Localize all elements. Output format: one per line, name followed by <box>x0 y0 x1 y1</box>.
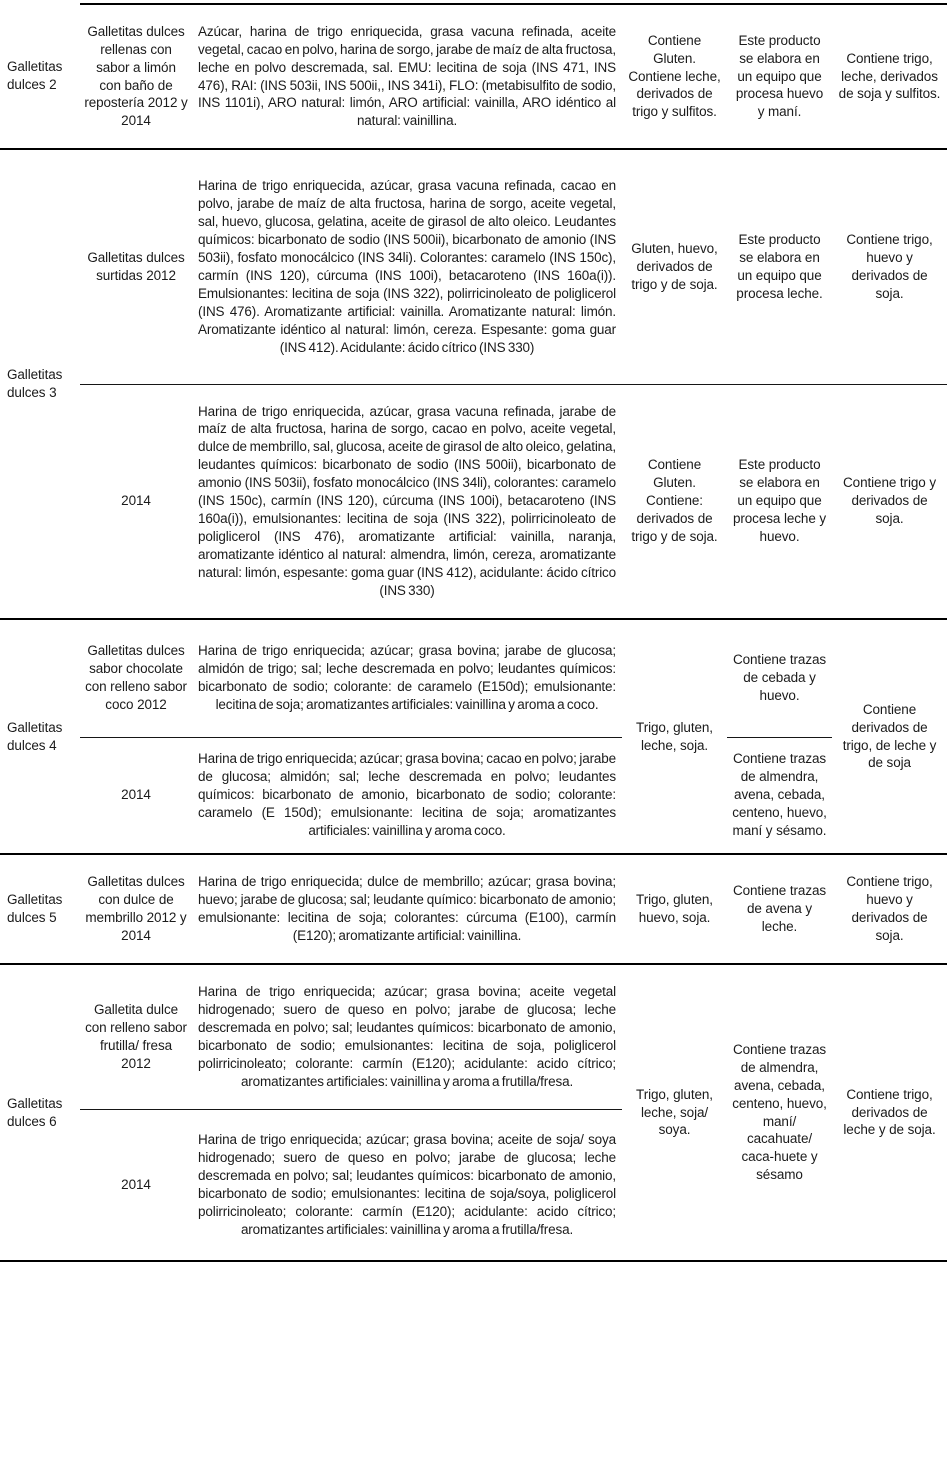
table-row <box>0 737 947 854</box>
facility-cell: Contiene trazas de almendra, avena, cebada, centeno, huevo, maní y sésamo. <box>727 737 832 854</box>
derivatives-cell: Contiene trigo, derivados de leche y de soja. <box>832 964 947 1261</box>
ingredients-cell: Harina de trigo enriquecida; dulce de membrillo; azúcar; grasa bovina; huevo; jarabe de glucosa; sal; leudante químico: bicarbonato de amonio; emulsionante: lecitina de soja; colorantes: cúrcuma (E100), carmín (E120); aromatizante artificial: vainillina. <box>192 854 622 964</box>
allergen-cell: Trigo, gluten, huevo, soja. <box>622 854 727 964</box>
allergen-cell: Trigo, gluten, leche, soja/ soya. <box>622 964 727 1261</box>
derivatives-cell: Contiene trigo, huevo y derivados de soja. <box>832 854 947 964</box>
derivatives-cell: Contiene trigo y derivados de soja. <box>832 384 947 619</box>
variant-cell: 2014 <box>80 384 192 619</box>
ingredients-cell: Harina de trigo enriquecida; azúcar; grasa bovina; cacao en polvo; jarabe de glucosa; almidón; sal; leche descremada en polvo; leudantes químicos: bicarbonato de amonio, bicarbonato de sodio; colorante: caramelo (E 150d); emulsionante: lecitina de soja; aromatizantes artificiales: vainillina y aroma coco. <box>192 737 622 854</box>
allergen-cell: Contiene Gluten. Contiene: derivados de trigo y de soja. <box>622 384 727 619</box>
facility-cell: Este producto se elabora en un equipo que procesa leche. <box>727 149 832 384</box>
table-row <box>0 854 947 964</box>
ingredients-cell: Harina de trigo enriquecida, azúcar, grasa vacuna refinada, cacao en polvo, jarabe de maíz de alta fructosa, harina de sorgo, aceite vegetal, sal, huevo, glucosa, gelatina, aceite de girasol de alto oleico. Leudantes químicos: bicarbonato de sodio (INS 500ii), bicarbonato de amonio (INS 503ii), fosfato monocálcico (INS 34li). Colorantes: caramelo (INS 150c), carmín (INS 120), cúrcuma (INS 100i), betacaroteno (INS 160a(i)). Emulsionantes: lecitina de soja (INS 322), polirricinoleato de poliglicerol (INS 476). Aromatizante artificial: vainilla. Aromatizante natural: limón. Aromatizante idéntico al natural: limón, cereza. Espesante: goma guar (INS 412). Acidulante: ácido cítrico (INS 330) <box>192 149 622 384</box>
product-cell: Galletitas dulces 4 <box>0 619 80 854</box>
table-row <box>0 149 947 384</box>
table-row <box>0 384 947 619</box>
allergen-cell: Contiene Gluten. Contiene leche, derivados de trigo y sulfitos. <box>622 4 727 149</box>
variant-cell: 2014 <box>80 737 192 854</box>
variant-cell: Galletitas dulces surtidas 2012 <box>80 149 192 384</box>
variant-cell: Galletitas dulces sabor chocolate con relleno sabor coco 2012 <box>80 619 192 737</box>
table-row <box>0 4 947 149</box>
allergen-table <box>0 3 947 1262</box>
derivatives-cell: Contiene derivados de trigo, de leche y de soja <box>832 619 947 854</box>
product-cell: Galletitas dulces 5 <box>0 854 80 964</box>
derivatives-cell: Contiene trigo, leche, derivados de soja y sulfitos. <box>832 4 947 149</box>
facility-cell: Contiene trazas de almendra, avena, cebada, centeno, huevo, maní/ cacahuate/ caca-huete y sésamo <box>727 964 832 1261</box>
variant-cell: Galletitas dulces rellenas con sabor a limón con baño de repostería 2012 y 2014 <box>80 4 192 149</box>
table-row <box>0 964 947 1109</box>
product-cell: Galletitas dulces 6 <box>0 964 80 1261</box>
facility-cell: Contiene trazas de cebada y huevo. <box>727 619 832 737</box>
facility-cell: Contiene trazas de avena y leche. <box>727 854 832 964</box>
table-row <box>0 619 947 737</box>
variant-cell: 2014 <box>80 1109 192 1261</box>
ingredients-cell: Harina de trigo enriquecida, azúcar, grasa vacuna refinada, jarabe de maíz de alta fructosa, harina de sorgo, cacao en polvo, aceite vegetal, dulce de membrillo, sal, glucosa, aceite de girasol de alto oleico, gelatina, leudantes químicos: bicarbonato de sodio (INS 500ii), bicarbonato de amonio (INS 503ii), fosfato monocálcico (INS 34li), colorantes: caramelo (INS 150c), carmín (INS 120), cúrcuma (INS 100i), betacaroteno (INS 160a(i)), emulsionantes: lecitina de soja (INS 322), polirricinoleato de poliglicerol (INS 476), aromatizante artificial: vainilla, naranja, aromatizante idéntico al natural: almendra, limón, cereza, aromatizante natural: limón, espesante: goma guar (INS 412), acidulante: ácido cítrico (INS 330) <box>192 384 622 619</box>
product-cell: Galletitas dulces 3 <box>0 149 80 619</box>
variant-cell: Galletitas dulces con dulce de membrillo 2012 y 2014 <box>80 854 192 964</box>
derivatives-cell: Contiene trigo, huevo y derivados de soja. <box>832 149 947 384</box>
variant-cell: Galletita dulce con relleno sabor frutilla/ fresa 2012 <box>80 964 192 1109</box>
ingredients-cell: Harina de trigo enriquecida; azúcar; grasa bovina; aceite vegetal hidrogenado; suero de queso en polvo; jarabe de glucosa; leche descremada en polvo; sal; leudantes químicos: bicarbonato de amonio, bicarbonato de sodio; emulsionantes: lecitina de soja, poliglicerol polirricinoleato; colorante: carmín (E120); acidulante: acido cítrico; aromatizantes artificiales: vainillina y aroma a frutilla/fresa. <box>192 964 622 1109</box>
facility-cell: Este producto se elabora en un equipo que procesa huevo y maní. <box>727 4 832 149</box>
allergen-table-body <box>0 4 947 1261</box>
ingredients-cell: Harina de trigo enriquecida; azúcar; grasa bovina; aceite de soja/ soya hidrogenado; suero de queso en polvo; jarabe de glucosa; leche descremada en polvo; sal; leudantes químicos: bicarbonato de amonio, bicarbonato de sodio; emulsionantes: lecitina de soja/soya, poliglicerol polirricinoleato; colorante: carmín (E120); acidulante: acido cítrico; aromatizantes artificiales: vainillina y aroma a frutilla/fresa. <box>192 1109 622 1261</box>
product-cell: Galletitas dulces 2 <box>7 59 63 92</box>
allergen-cell: Trigo, gluten, leche, soja. <box>622 619 727 854</box>
facility-cell: Este producto se elabora en un equipo que procesa leche y huevo. <box>727 384 832 619</box>
ingredients-cell: Harina de trigo enriquecida; azúcar; grasa bovina; jarabe de glucosa; almidón de trigo; sal; leche descremada en polvo; leudantes químicos: bicarbonato de sodio; colorante: de caramelo (E150d); emulsionante: lecitina de soja; aromatizantes artificiales: vainillina y aroma a coco. <box>192 619 622 737</box>
ingredients-cell: Azúcar, harina de trigo enriquecida, grasa vacuna refinada, aceite vegetal, cacao en polvo, harina de sorgo, jarabe de maíz de alta fructosa, leche en polvo descremada, sal. EMU: lecitina de soja (INS 471, INS 476), RAI: (INS 503ii, INS 500ii,, INS 341i), FLO: (metabisulfito de sodio, INS 1101i), ARO natural: limón, ARO artificial: vainilla, ARO idéntico al natural: vainillina. <box>192 4 622 149</box>
allergen-cell: Gluten, huevo, derivados de trigo y de soja. <box>622 149 727 384</box>
